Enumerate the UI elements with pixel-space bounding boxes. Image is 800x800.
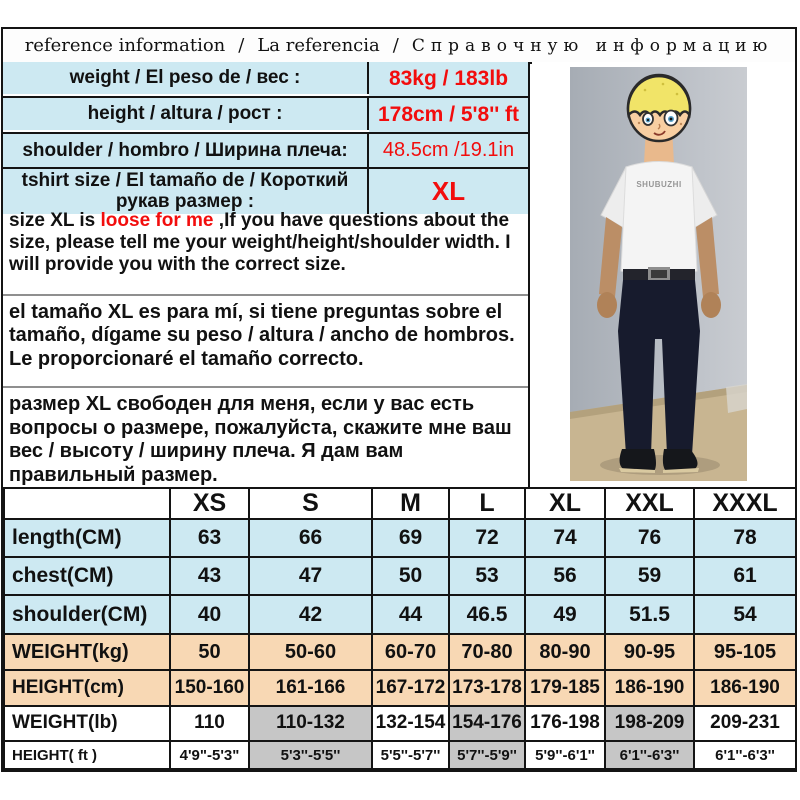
header-title-ru: Справочную информацию xyxy=(411,35,774,56)
info-label: tshirt size / El tamaño de / Короткий рукав размер : xyxy=(3,169,369,214)
tshirt-brand-text: SHUBUZHI xyxy=(636,180,682,189)
size-chart-cell: 209-231 xyxy=(694,706,796,741)
note-spanish: el tamaño XL es para mí, si tiene preguntas sobre el tamaño, dígame su peso / altura / ancho de hombros. Le proporcionaré el tamaño correcto. xyxy=(3,294,528,387)
info-value: 178cm / 5'8'' ft xyxy=(369,98,528,132)
size-chart-cell: 50 xyxy=(170,634,249,671)
size-chart xyxy=(3,487,795,770)
size-chart-cell: 59 xyxy=(605,557,694,595)
header-title xyxy=(3,29,795,64)
right-shoe xyxy=(663,449,698,471)
size-chart-header-cell: S xyxy=(249,488,372,519)
size-chart-cell: 179-185 xyxy=(525,670,605,705)
size-chart-cell: 51.5 xyxy=(605,595,694,633)
size-chart-row xyxy=(4,670,796,705)
size-chart-header-cell: M xyxy=(372,488,449,519)
header-separator: / xyxy=(392,35,399,56)
info-value: 83kg / 183lb xyxy=(369,62,528,96)
cartoon-face-icon xyxy=(628,75,690,141)
size-chart-cell: 76 xyxy=(605,519,694,557)
belt-buckle-inner xyxy=(651,270,667,278)
size-chart-cell: 5'9''-6'1'' xyxy=(525,741,605,769)
sheet-frame xyxy=(1,27,797,772)
size-chart-header-cell: XL xyxy=(525,488,605,519)
size-chart-header-cell: XS xyxy=(170,488,249,519)
measurement-info-table xyxy=(3,62,530,213)
size-chart-cell: 186-190 xyxy=(694,670,796,705)
size-chart-row xyxy=(4,706,796,741)
size-chart-row xyxy=(4,557,796,595)
size-chart-row-label: WEIGHT(lb) xyxy=(4,706,170,741)
size-chart-table xyxy=(3,487,797,770)
size-chart-header-cell: XXXL xyxy=(694,488,796,519)
size-chart-cell: 5'3''-5'5'' xyxy=(249,741,372,769)
size-chart-header-cell: L xyxy=(449,488,525,519)
size-chart-cell: 42 xyxy=(249,595,372,633)
note-english-suffix: ,If you have questions about the size, please tell me your weight/height/shoulder width. I will provide you with the correct size. xyxy=(9,210,511,276)
info-label: weight / El peso de / вес : xyxy=(3,62,369,94)
header-title-es: La referencia xyxy=(257,35,380,56)
size-chart-cell: 167-172 xyxy=(372,670,449,705)
size-chart-cell: 69 xyxy=(372,519,449,557)
model-photo xyxy=(570,67,747,481)
header-title-en: reference information xyxy=(24,35,226,56)
size-chart-cell: 5'7''-5'9'' xyxy=(449,741,525,769)
size-chart-cell: 90-95 xyxy=(605,634,694,671)
note-english xyxy=(3,205,528,294)
size-chart-cell: 40 xyxy=(170,595,249,633)
size-chart-cell: 154-176 xyxy=(449,706,525,741)
size-chart-cell: 132-154 xyxy=(372,706,449,741)
info-label: height / altura / рост : xyxy=(3,98,369,130)
floor-shadow xyxy=(600,455,720,475)
size-chart-cell: 80-90 xyxy=(525,634,605,671)
size-chart-cell: 72 xyxy=(449,519,525,557)
size-chart-cell: 60-70 xyxy=(372,634,449,671)
info-row xyxy=(3,98,528,134)
size-chart-cell: 5'5''-5'7'' xyxy=(372,741,449,769)
size-chart-cell: 198-209 xyxy=(605,706,694,741)
size-chart-cell: 150-160 xyxy=(170,670,249,705)
info-row xyxy=(3,134,528,169)
size-chart-cell: 44 xyxy=(372,595,449,633)
size-chart-header-row xyxy=(4,488,796,519)
header-separator: / xyxy=(238,35,245,56)
size-chart-cell: 54 xyxy=(694,595,796,633)
size-chart-cell: 6'1''-6'3'' xyxy=(605,741,694,769)
size-chart-header-cell: XXL xyxy=(605,488,694,519)
model-photo-graphic xyxy=(570,67,747,481)
size-chart-cell: 173-178 xyxy=(449,670,525,705)
note-english-prefix: size XL is xyxy=(9,210,101,231)
info-value: 48.5cm /19.1in xyxy=(369,134,528,167)
size-chart-cell: 49 xyxy=(525,595,605,633)
size-notes xyxy=(3,205,530,487)
size-chart-row-label: length(CM) xyxy=(4,519,170,557)
size-chart-cell: 176-198 xyxy=(525,706,605,741)
model-photo-column xyxy=(532,62,795,487)
size-chart-row xyxy=(4,519,796,557)
size-chart-cell: 161-166 xyxy=(249,670,372,705)
size-chart-row xyxy=(4,595,796,633)
size-chart-cell: 61 xyxy=(694,557,796,595)
size-chart-cell: 47 xyxy=(249,557,372,595)
size-chart-row-label: HEIGHT(cm) xyxy=(4,670,170,705)
size-chart-row xyxy=(4,741,796,769)
size-chart-cell: 78 xyxy=(694,519,796,557)
info-value: XL xyxy=(369,169,528,214)
info-label: shoulder / hombro / Ширина плеча: xyxy=(3,134,369,167)
size-chart-cell: 53 xyxy=(449,557,525,595)
right-hand xyxy=(701,292,721,318)
size-chart-cell: 74 xyxy=(525,519,605,557)
size-chart-cell: 186-190 xyxy=(605,670,694,705)
info-row xyxy=(3,62,528,98)
size-chart-cell: 63 xyxy=(170,519,249,557)
size-chart-cell: 46.5 xyxy=(449,595,525,633)
size-chart-cell: 95-105 xyxy=(694,634,796,671)
size-chart-cell: 50 xyxy=(372,557,449,595)
size-chart-row-label: shoulder(CM) xyxy=(4,595,170,633)
size-chart-cell: 43 xyxy=(170,557,249,595)
tshirt-graphic xyxy=(621,162,697,276)
size-chart-corner-cell xyxy=(4,488,170,519)
size-chart-cell: 70-80 xyxy=(449,634,525,671)
size-chart-cell: 4'9"-5'3" xyxy=(170,741,249,769)
size-chart-cell: 56 xyxy=(525,557,605,595)
photo-baseboard xyxy=(726,384,747,413)
size-chart-row-label: chest(CM) xyxy=(4,557,170,595)
left-hand xyxy=(597,292,617,318)
size-chart-cell: 50-60 xyxy=(249,634,372,671)
size-chart-cell: 66 xyxy=(249,519,372,557)
size-chart-cell: 110-132 xyxy=(249,706,372,741)
size-chart-row-label: WEIGHT(kg) xyxy=(4,634,170,671)
size-chart-row xyxy=(4,634,796,671)
size-chart-row-label: HEIGHT( ft ) xyxy=(4,741,170,769)
note-english-highlight: loose for me xyxy=(100,210,214,231)
note-russian: размер XL свободен для меня, если у вас есть вопросы о размере, пожалуйста, скажите мне ваш вес / высоту / ширину плеча. Я дам вам правильный размер. xyxy=(3,386,528,487)
size-chart-cell: 6'1''-6'3'' xyxy=(694,741,796,769)
size-chart-cell: 110 xyxy=(170,706,249,741)
left-shoe xyxy=(620,449,656,471)
